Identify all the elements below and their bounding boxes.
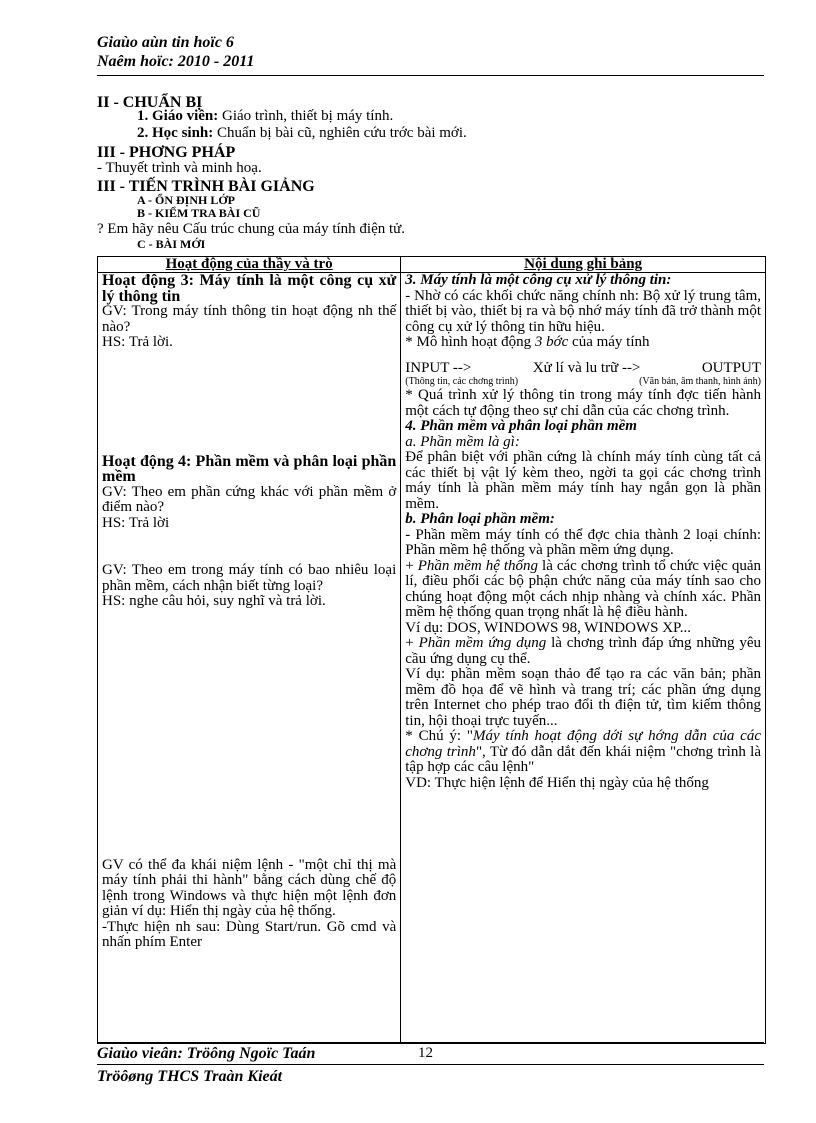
lesson-table	[97, 256, 766, 1044]
io-flow	[405, 361, 761, 377]
part3-text: - Nhờ có các khối chức năng chính nh: Bộ xử lý trung tâm, thiết bị vào, thiết bị ra và bộ nhớ máy tính đã trở thành một công cụ xử lý thông tin hữu hiệu.	[405, 287, 761, 335]
example-command: VD: Thực hiện lệnh để Hiển thị ngày của hệ thống	[405, 774, 709, 791]
section-prepare-title: II - CHUẨN BỊ	[97, 94, 203, 111]
part3-title: 3. Máy tính là một công cụ xử lý thông tin:	[405, 272, 672, 288]
system-software-bullet: +	[405, 557, 418, 574]
table-header-row	[98, 257, 766, 273]
prepare-teacher	[137, 108, 393, 124]
part3-model	[405, 335, 761, 351]
spacer	[102, 531, 396, 563]
header-course: Giaùo aùn tin hoïc 6	[97, 34, 234, 51]
part4a-text: Để phân biệt với phần cứng là chính máy tính cùng tất cả các thiết bị vật lý kèm theo, ngời ta gọi các chơng trình máy tính là phần mềm máy tính hay ngắn gọn là phần mềm.	[405, 449, 761, 512]
note-post: ", Từ đó dẫn dắt đến khái niệm "chơng trình là tập hợp các câu lệnh"	[405, 743, 761, 775]
prepare-teacher-label: 1. Giáo viên:	[137, 108, 219, 124]
part4-title: 4. Phần mềm và phân loại phần mềm	[405, 418, 637, 434]
prepare-teacher-text: Giáo trình, thiết bị máy tính.	[218, 108, 394, 124]
application-software-text: là chơng trình đáp ứng những yêu cầu ứng dụng cụ thể.	[405, 635, 761, 667]
application-software-example: Ví dụ: phần mềm soạn thảo để tạo ra các văn bản; phần mềm đồ họa để vẽ hình và trang trí; các phần ứng dụng trên Internet cho phép trao đổi th điện tử, tìm kiếm thông tin, hội thoại trực tuyến...	[405, 666, 761, 729]
activity4-hs2: HS: nghe câu hỏi, suy nghĩ và trả lời.	[102, 593, 326, 609]
part3-process: * Quá trình xử lý thông tin trong máy tính đợc tiến hành một cách tự động theo sự chỉ dẫn của các chơng trình.	[405, 387, 761, 419]
spacer	[102, 351, 396, 454]
footer-divider-bottom	[97, 1064, 764, 1065]
footer-divider-top	[97, 1042, 764, 1043]
flow-input: INPUT -->	[405, 359, 472, 376]
activity4-hs1: HS: Trả lời	[102, 514, 170, 531]
activity4-gv2: GV: Theo em trong máy tính có bao nhiêu loại phần mềm, cách nhận biết từng loại?	[102, 562, 397, 594]
content-cell	[401, 273, 766, 1044]
note	[405, 729, 761, 776]
activity3-title: Hoạt động 3: Máy tính là một công cụ xử lý thông tin	[102, 272, 397, 305]
page-number: 12	[418, 1045, 433, 1061]
activity4-gv1: GV: Theo em phần cứng khác với phần mềm ở điểm nào?	[102, 483, 397, 515]
part3-model-post: của máy tính	[568, 334, 650, 350]
activity3-gv: GV: Trong máy tính thông tin hoạt động nh thế nào?	[102, 303, 397, 335]
system-software-example: Ví dụ: DOS, WINDOWS 98, WINDOWS XP...	[405, 619, 691, 636]
table-header-activities: Hoạt động của thầy và trò	[98, 257, 401, 273]
part4b-text: - Phần mềm máy tính có thể đợc chia thành 2 loại chính: Phần mềm hệ thống và phần mềm ứng dụng.	[405, 526, 761, 558]
method-text: - Thuyết trình và minh hoạ.	[97, 160, 262, 176]
prepare-student-text: Chuẩn bị bài cũ, nghiên cứu trớc bài mới.	[213, 125, 467, 141]
system-software	[405, 559, 761, 621]
activity3-hs: HS: Trả lời.	[102, 334, 173, 350]
prepare-student	[137, 125, 467, 141]
part3-model-pre: * Mô hình hoạt động	[405, 334, 535, 350]
table-row	[98, 273, 766, 1044]
gv-command-steps: -Thực hiện nh sau: Dùng Start/run. Gõ cmd và nhấn phím Enter	[102, 918, 397, 950]
spacer	[102, 610, 396, 858]
flow-process: Xử lí và lu trữ -->	[532, 359, 641, 376]
flow-input-note: (Thông tin, các chơng trình)	[405, 376, 519, 387]
flow-output: OUTPUT	[701, 359, 761, 376]
lesson-question: ? Em hãy nêu Cấu trúc chung của máy tính điện tử.	[97, 221, 406, 237]
application-software-bullet: +	[405, 635, 419, 651]
header-year: Naêm hoïc: 2010 - 2011	[97, 53, 255, 70]
application-software-term: Phần mềm ứng dụng	[418, 635, 547, 651]
system-software-text: là các chơng trình tổ chức việc quản lí, điều phối các bộ phận chức năng của máy tính sao cho chúng hoạt động một cách nhịp nhàng và chính xác. Phần mềm hệ thống quan trọng nhất là hệ điều hành.	[405, 557, 761, 620]
section-method-title: III - PHƠNG PHÁP	[97, 144, 236, 161]
flow-output-note: (Văn bản, âm thanh, hình ảnh)	[639, 376, 761, 387]
lesson-step-b: B - KIỂM TRA BÀI CŨ	[137, 206, 261, 220]
gv-command-concept: GV có thể đa khái niệm lệnh - "một chỉ thị mà máy tính phải thi hành" bằng cách dùng chế độ lệnh trong Windows và thực hiện một lệnh đơn giản ví dụ: Hiển thị ngày của hệ thống.	[102, 856, 397, 919]
section-lesson-title: III - TIẾN TRÌNH BÀI GIẢNG	[97, 178, 315, 195]
header-divider	[97, 75, 764, 76]
activity4-title: Hoạt động 4: Phần mềm và phân loại phần mềm	[102, 452, 397, 485]
note-emphasis: Máy tính hoạt động dới sự hớng dẫn của các chơng trình	[405, 728, 762, 760]
footer-teacher: Giaùo vieân: Tröông Ngoïc Taán	[97, 1045, 316, 1062]
note-pre: * Chú ý: "	[405, 728, 473, 744]
lesson-step-c: C - BÀI MỚI	[137, 237, 206, 251]
table-header-content: Nội dung ghi bảng	[401, 257, 766, 273]
system-software-term: Phần mềm hệ thống	[417, 557, 539, 574]
activities-cell	[98, 273, 401, 1044]
lesson-step-a: A - ỔN ĐỊNH LỚP	[137, 193, 236, 207]
prepare-student-label: 2. Học sinh:	[137, 125, 214, 141]
part4b-heading: b. Phân loại phần mềm:	[405, 511, 555, 527]
footer-school: Tröôøng THCS Traàn Kieát	[97, 1068, 283, 1085]
part4a-heading: a. Phần mềm là gì:	[405, 433, 520, 450]
application-software	[405, 636, 761, 667]
part3-model-steps: 3 bớc	[534, 334, 569, 350]
